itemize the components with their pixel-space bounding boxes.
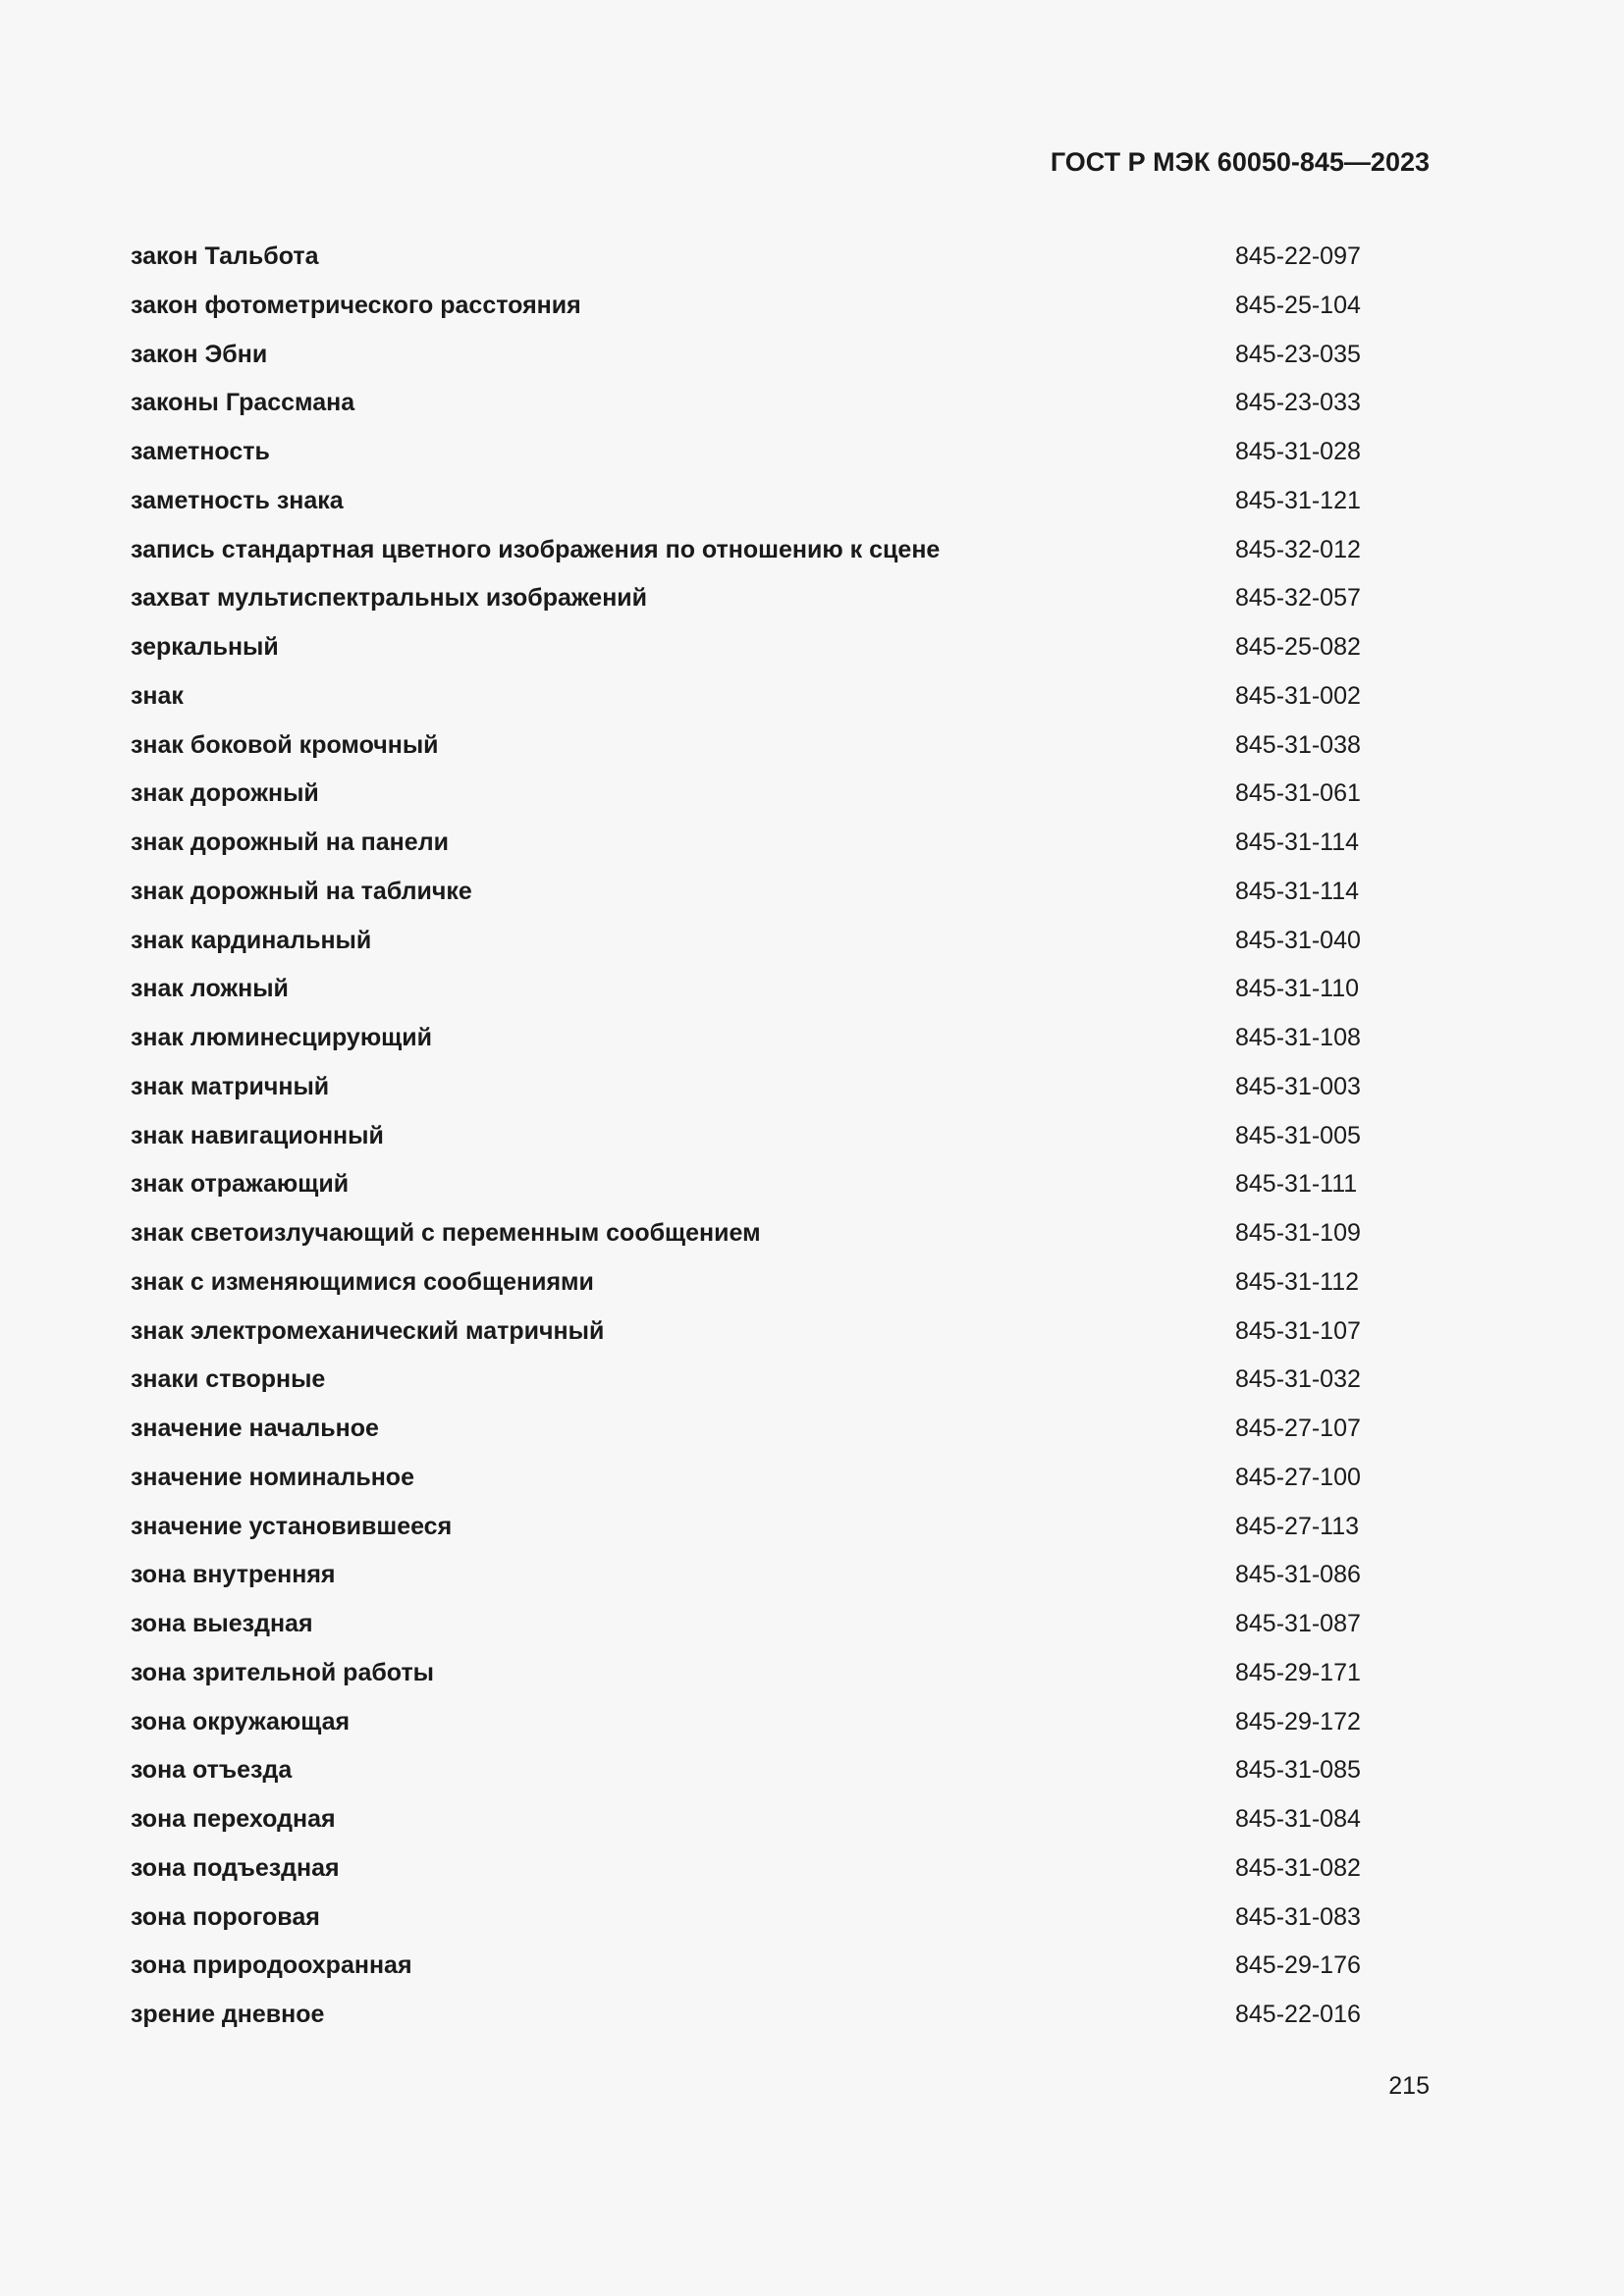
index-entry bbox=[131, 1216, 1368, 1265]
index-entry bbox=[131, 1362, 1368, 1412]
entry-term: знак навигационный bbox=[131, 1121, 384, 1149]
entry-term: закон Тальбота bbox=[131, 242, 319, 270]
entry-code: 845-25-082 bbox=[1235, 633, 1361, 661]
page-number: 215 bbox=[1388, 2072, 1430, 2100]
entry-term: знак дорожный на панели bbox=[131, 828, 449, 856]
entry-code: 845-31-083 bbox=[1235, 1902, 1361, 1931]
entry-code: 845-31-109 bbox=[1235, 1219, 1361, 1247]
entry-term: значение номинальное bbox=[131, 1463, 414, 1491]
index-entry bbox=[131, 630, 1368, 679]
entry-term: зеркальный bbox=[131, 633, 279, 661]
entry-term: зона окружающая bbox=[131, 1707, 351, 1735]
index-entry bbox=[131, 1412, 1368, 1461]
index-entry bbox=[131, 435, 1368, 484]
index-entry bbox=[131, 1265, 1368, 1314]
entry-term: знак электромеханический матричный bbox=[131, 1316, 605, 1345]
entry-code: 845-27-100 bbox=[1235, 1463, 1361, 1491]
index-entry bbox=[131, 826, 1368, 875]
entry-term: знак светоизлучающий с переменным сообщением bbox=[131, 1219, 761, 1247]
entry-code: 845-31-108 bbox=[1235, 1024, 1361, 1051]
entry-term: зона внутренняя bbox=[131, 1561, 336, 1589]
entry-term: знак bbox=[131, 681, 184, 710]
entry-code: 845-31-111 bbox=[1235, 1170, 1358, 1199]
entry-code: 845-31-028 bbox=[1235, 438, 1361, 465]
entry-term: зона природоохранная bbox=[131, 1951, 412, 1980]
index-entry bbox=[131, 679, 1368, 728]
index-entry bbox=[131, 972, 1368, 1021]
entry-code: 845-25-104 bbox=[1235, 291, 1361, 319]
entry-term: зона подъездная bbox=[131, 1853, 340, 1882]
entry-code: 845-29-172 bbox=[1235, 1707, 1361, 1735]
index-entry bbox=[131, 1949, 1368, 1998]
entry-term: заметность знака bbox=[131, 486, 344, 514]
entry-code: 845-31-114 bbox=[1235, 877, 1360, 905]
entry-code: 845-31-110 bbox=[1235, 975, 1360, 1003]
entry-code: 845-31-032 bbox=[1235, 1365, 1361, 1394]
index-entry bbox=[131, 240, 1368, 289]
entry-code: 845-27-107 bbox=[1235, 1415, 1361, 1442]
entry-code: 845-31-112 bbox=[1235, 1267, 1360, 1296]
index-entry bbox=[131, 1802, 1368, 1851]
entry-code: 845-31-040 bbox=[1235, 926, 1361, 954]
index-entry bbox=[131, 533, 1368, 582]
entry-term: знак люминесцирующий bbox=[131, 1024, 432, 1051]
index-entry bbox=[131, 1705, 1368, 1754]
entry-term: значение начальное bbox=[131, 1415, 379, 1442]
entry-term: знаки створные bbox=[131, 1365, 326, 1394]
entry-code: 845-31-061 bbox=[1235, 779, 1361, 808]
entry-term: значение установившееся bbox=[131, 1512, 453, 1540]
entry-term: знак матричный bbox=[131, 1072, 330, 1100]
index-entry bbox=[131, 386, 1368, 435]
index-entry bbox=[131, 338, 1368, 387]
index-entry bbox=[131, 1119, 1368, 1168]
entry-term: запись стандартная цветного изображения по отношению к сцене bbox=[131, 535, 941, 563]
entry-term: заметность bbox=[131, 438, 270, 465]
entry-code: 845-32-057 bbox=[1235, 584, 1361, 613]
entry-term: захват мультиспектральных изображений bbox=[131, 584, 648, 613]
index-entry bbox=[131, 728, 1368, 777]
entry-term: зрение дневное bbox=[131, 2001, 325, 2028]
entry-term: зона выездная bbox=[131, 1610, 313, 1637]
index-entry bbox=[131, 1070, 1368, 1119]
entry-term: зона отъезда bbox=[131, 1756, 293, 1785]
entry-term: зона пороговая bbox=[131, 1902, 320, 1931]
index-entry bbox=[131, 1607, 1368, 1656]
entry-code: 845-31-005 bbox=[1235, 1121, 1361, 1149]
index-entry bbox=[131, 924, 1368, 973]
index-entry bbox=[131, 1167, 1368, 1216]
entry-code: 845-31-121 bbox=[1235, 486, 1361, 514]
entry-code: 845-31-082 bbox=[1235, 1853, 1361, 1882]
entry-term: знак дорожный bbox=[131, 779, 319, 808]
index-entry bbox=[131, 581, 1368, 630]
entry-code: 845-31-003 bbox=[1235, 1072, 1361, 1100]
entry-code: 845-31-086 bbox=[1235, 1561, 1361, 1589]
document-header: ГОСТ Р МЭК 60050-845—2023 bbox=[1050, 147, 1430, 177]
entry-code: 845-31-084 bbox=[1235, 1805, 1361, 1833]
index-entry bbox=[131, 1998, 1368, 2047]
index-entry bbox=[131, 776, 1368, 826]
entry-code: 845-31-107 bbox=[1235, 1316, 1361, 1345]
entry-code: 845-31-085 bbox=[1235, 1756, 1361, 1785]
entry-code: 845-23-035 bbox=[1235, 340, 1361, 368]
index-entry bbox=[131, 1510, 1368, 1559]
entry-code: 845-23-033 bbox=[1235, 389, 1361, 417]
entry-code: 845-29-171 bbox=[1235, 1658, 1361, 1686]
entry-term: закон фотометрического расстояния bbox=[131, 291, 581, 319]
entry-code: 845-31-114 bbox=[1235, 828, 1360, 856]
index-list bbox=[131, 240, 1368, 2047]
entry-term: зона переходная bbox=[131, 1805, 336, 1833]
index-entry bbox=[131, 1558, 1368, 1607]
index-entry bbox=[131, 1461, 1368, 1510]
entry-code: 845-29-176 bbox=[1235, 1951, 1361, 1980]
entry-term: знак ложный bbox=[131, 975, 289, 1003]
entry-code: 845-32-012 bbox=[1235, 535, 1361, 563]
index-entry bbox=[131, 1900, 1368, 1949]
entry-code: 845-31-087 bbox=[1235, 1610, 1361, 1637]
entry-term: закон Эбни bbox=[131, 340, 268, 368]
entry-term: зона зрительной работы bbox=[131, 1658, 435, 1686]
index-entry bbox=[131, 1656, 1368, 1705]
entry-code: 845-22-097 bbox=[1235, 242, 1361, 270]
index-entry bbox=[131, 1851, 1368, 1900]
index-entry bbox=[131, 289, 1368, 338]
index-entry bbox=[131, 484, 1368, 533]
index-entry bbox=[131, 1021, 1368, 1070]
entry-term: знак с изменяющимися сообщениями bbox=[131, 1267, 594, 1296]
index-entry bbox=[131, 875, 1368, 924]
index-entry bbox=[131, 1753, 1368, 1802]
entry-term: знак боковой кромочный bbox=[131, 730, 439, 759]
entry-term: законы Грассмана bbox=[131, 389, 355, 417]
entry-code: 845-31-002 bbox=[1235, 681, 1361, 710]
entry-code: 845-27-113 bbox=[1235, 1512, 1360, 1540]
entry-code: 845-22-016 bbox=[1235, 2001, 1361, 2028]
entry-term: знак дорожный на табличке bbox=[131, 877, 472, 905]
entry-term: знак отражающий bbox=[131, 1170, 350, 1199]
index-entry bbox=[131, 1314, 1368, 1363]
entry-code: 845-31-038 bbox=[1235, 730, 1361, 759]
entry-term: знак кардинальный bbox=[131, 926, 372, 954]
